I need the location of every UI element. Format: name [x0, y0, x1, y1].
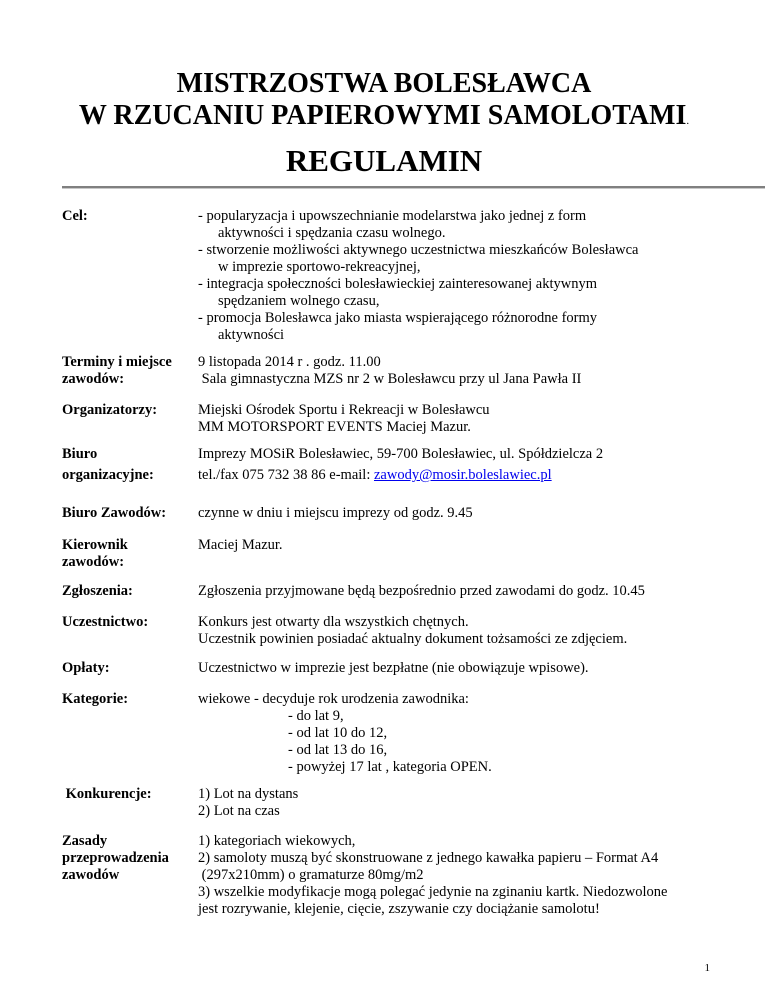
page-number: 1 [704, 962, 710, 974]
biuro-zawodow-label: Biuro Zawodów: [62, 505, 167, 521]
cel-line: spędzaniem wolnego czasu, [218, 293, 380, 309]
cel-value [198, 208, 758, 344]
cel-line: w imprezie sportowo-rekreacyjnej, [218, 259, 421, 275]
zasady-label-line: przeprowadzenia [62, 850, 169, 866]
document-title-line2 [0, 100, 768, 137]
terminy-label-line2: zawodów: [62, 371, 125, 387]
terminy-value [198, 354, 758, 388]
kierownik-label-line2: zawodów: [62, 554, 125, 570]
kierownik-label [62, 537, 192, 571]
konkurencje-line: 2) Lot na czas [198, 803, 280, 819]
email-link[interactable]: zawody@mosir.boleslawiec.pl [373, 467, 552, 483]
oplaty-value: Uczestnictwo w imprezie jest bezpłatne (nie obowiązuje wpisowe). [198, 660, 589, 676]
biuro-org-label [62, 446, 192, 484]
kierownik-label-line1: Kierownik [62, 537, 128, 553]
biuro-org-value [198, 446, 758, 484]
zasady-label-line: zawodów [62, 867, 120, 883]
biuro-org-phone: tel./fax 075 732 38 86 e-mail: [198, 467, 374, 483]
zasady-line: 1) kategoriach wiekowych, [198, 833, 356, 849]
document-title-line1: MISTRZOSTWA BOLESŁAWCA [176, 68, 592, 99]
uczestnictwo-line: Uczestnik powinien posiadać aktualny dokument tożsamości ze zdjęciem. [198, 631, 628, 647]
biuro-zawodow-value: czynne w dniu i miejscu imprezy od godz. 9.45 [198, 505, 473, 521]
cel-label: Cel: [62, 208, 88, 224]
organizatorzy-value [198, 402, 758, 436]
terminy-line: 9 listopada 2014 r . godz. 11.00 [198, 354, 381, 370]
cel-line: aktywności [218, 327, 285, 343]
kategorie-item: - do lat 9, [288, 708, 344, 724]
uczestnictwo-value [198, 614, 758, 648]
kategorie-value [198, 691, 758, 776]
organizatorzy-line: Miejski Ośrodek Sportu i Rekreacji w Bolesławcu [198, 402, 490, 418]
uczestnictwo-line: Konkurs jest otwarty dla wszystkich chętnych. [198, 614, 469, 630]
kategorie-item: - powyżej 17 lat , kategoria OPEN. [288, 759, 492, 775]
zasady-value [198, 833, 758, 918]
konkurencje-label: Konkurencje: [62, 786, 152, 802]
title-line2-text: W RZUCANIU PAPIEROWYMI SAMOLOTAMI [78, 100, 687, 131]
cel-line: aktywności i spędzania czasu wolnego. [218, 225, 446, 241]
zasady-line: (297x210mm) o gramaturze 80mg/m2 [198, 867, 424, 883]
title-dot: . [686, 115, 690, 127]
terminy-label [62, 354, 192, 388]
uczestnictwo-label: Uczestnictwo: [62, 614, 149, 630]
cel-line: - popularyzacja i upowszechnianie modelarstwa jako jednej z form [198, 208, 587, 224]
organizatorzy-line: MM MOTORSPORT EVENTS Maciej Mazur. [198, 419, 471, 435]
organizatorzy-label: Organizatorzy: [62, 402, 158, 418]
biuro-org-address: Imprezy MOSiR Bolesławiec, 59-700 Bolesławiec, ul. Spółdzielcza 2 [198, 446, 604, 462]
konkurencje-value [198, 786, 758, 820]
zgloszenia-value: Zgłoszenia przyjmowane będą bezpośrednio przed zawodami do godz. 10.45 [198, 583, 645, 599]
zasady-line: 2) samoloty muszą być skonstruowane z jednego kawałka papieru – Format A4 [198, 850, 659, 866]
zasady-label-line: Zasady [62, 833, 108, 849]
zasady-line: 3) wszelkie modyfikacje mogą polegać jedynie na zginaniu kartk. Niedozwolone [198, 884, 668, 900]
zasady-label [62, 833, 192, 884]
cel-line: - stworzenie możliwości aktywnego uczestnictwa mieszkańców Bolesławca [198, 242, 639, 258]
terminy-line: Sala gimnastyczna MZS nr 2 w Bolesławcu przy ul Jana Pawła II [198, 371, 582, 387]
kategorie-item: - od lat 13 do 16, [288, 742, 388, 758]
biuro-org-label-line1: Biuro [62, 446, 98, 462]
document-subtitle: REGULAMIN [285, 143, 483, 178]
kategorie-intro: wiekowe - decyduje rok urodzenia zawodnika: [198, 691, 469, 707]
kierownik-value: Maciej Mazur. [198, 537, 283, 553]
kategorie-item: - od lat 10 do 12, [288, 725, 388, 741]
biuro-org-contact [198, 467, 758, 484]
zasady-line: jest rozrywanie, klejenie, cięcie, zszywanie czy dociążanie samolotu! [198, 901, 600, 917]
oplaty-label: Opłaty: [62, 660, 110, 676]
kategorie-label: Kategorie: [62, 691, 129, 707]
title-divider [62, 186, 765, 189]
zgloszenia-label: Zgłoszenia: [62, 583, 133, 599]
terminy-label-line1: Terminy i miejsce [62, 354, 172, 370]
cel-line: - integracja społeczności bolesławieckiej zainteresowanej aktywnym [198, 276, 597, 292]
konkurencje-line: 1) Lot na dystans [198, 786, 299, 802]
biuro-org-label-line2: organizacyjne: [62, 467, 154, 483]
cel-line: - promocja Bolesławca jako miasta wspierającego różnorodne formy [198, 310, 598, 326]
